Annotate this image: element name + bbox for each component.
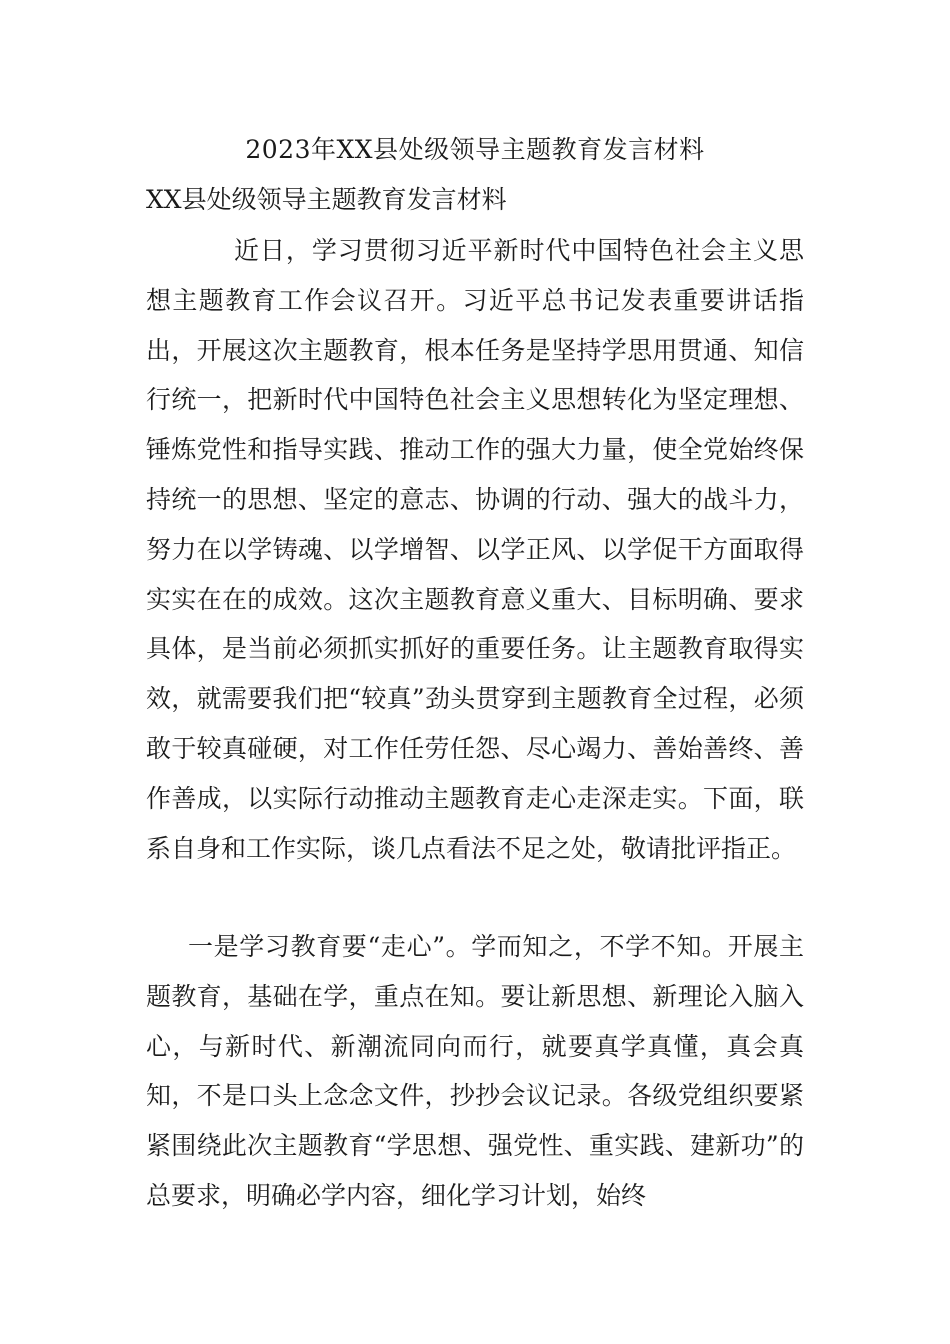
body-paragraph-1: 近日，学习贯彻习近平新时代中国特色社会主义思想主题教育工作会议召开。习近平总书记发表重要讲话指出，开展这次主题教育，根本任务是坚持学思用贯通、知信行统一，把新时代中国特色社会主义思想转化为坚定理想、锤炼党性和指导实践、推动工作的强大力量，使全党始终保持统一的思想、坚定的意志、协调的行动、强大的战斗力，努力在以学铸魂、以学增智、以学正风、以学促干方面取得实实在在的成效。这次主题教育意义重大、目标明确、要求具体，是当前必须抓实抓好的重要任务。让主题教育取得实效，就需要我们把“较真”劲头贯穿到主题教育全过程，必须敢于较真碰硬，对工作任劳任怨、尽心竭力、善始善终、善作善成，以实际行动推动主题教育走心走深走实。下面，联系自身和工作实际，谈几点看法不足之处，敬请批评指正。 <box>146 236 804 863</box>
document-subtitle: XX县处级领导主题教育发言材料 <box>146 185 507 214</box>
body-paragraph-2: 一是学习教育要“走心”。学而知之，不学不知。开展主题教育，基础在学，重点在知。要让新思想、新理论入脑入心，与新时代、新潮流同向而行，就要真学真懂，真会真知，不是口头上念念文件，抄抄会议记录。各级党组织要紧紧围绕此次主题教育“学思想、强党性、重实践、建新功”的总要求，明确必学内容，细化学习计划，始终 <box>146 932 804 1210</box>
document-title: 2023年XX县处级领导主题教育发言材料 <box>245 135 705 164</box>
